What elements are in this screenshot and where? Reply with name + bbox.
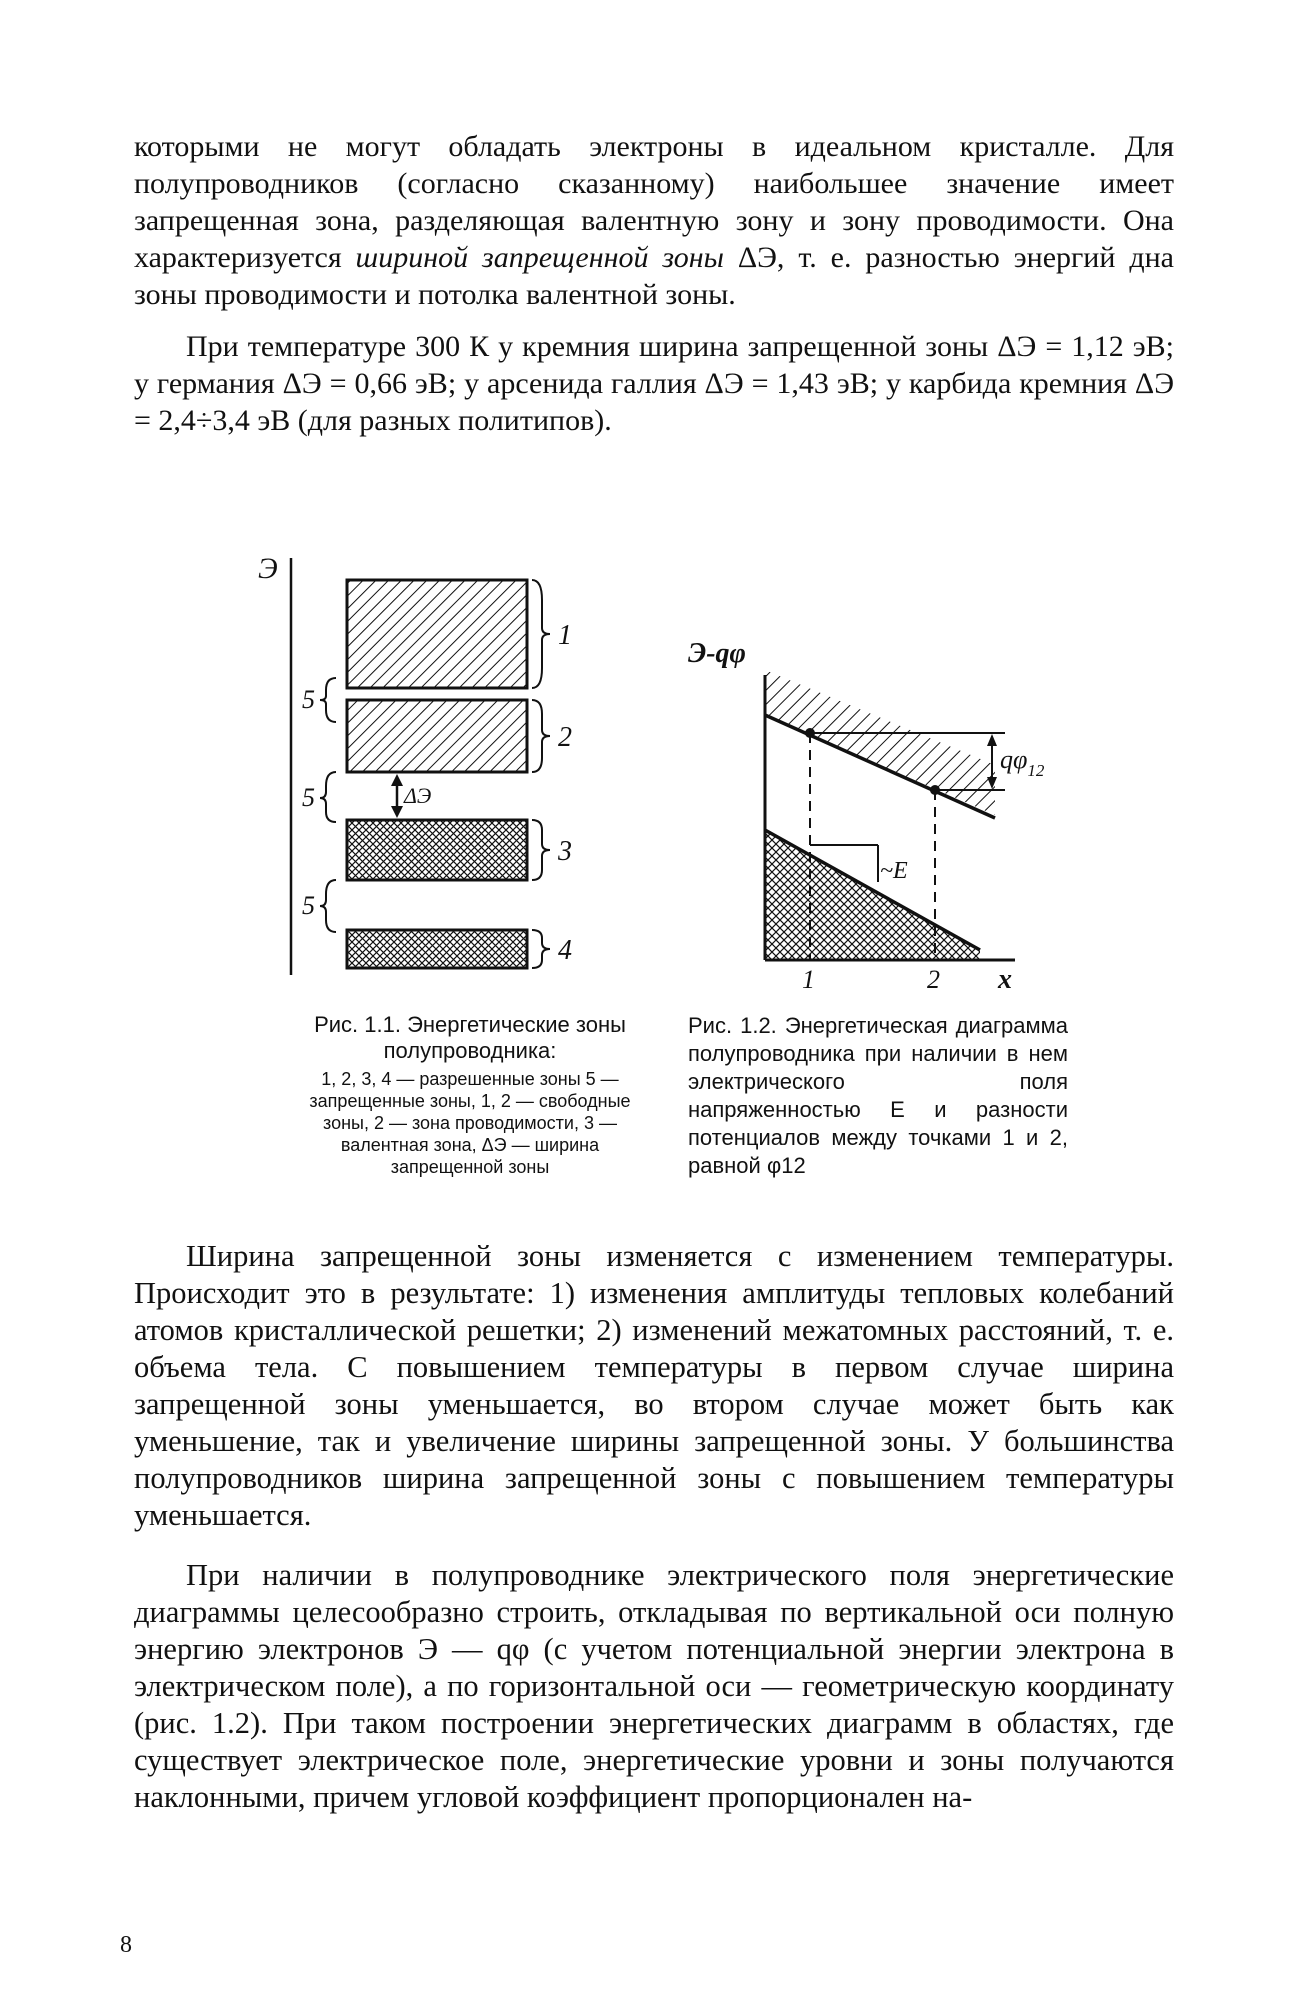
band-label-4: 4	[558, 935, 572, 966]
brace-band-2	[532, 700, 550, 772]
y-axis-label: Э-qφ	[688, 638, 746, 669]
figure-energy-bands	[240, 550, 640, 980]
caption-figure-1-2-text: Рис. 1.2. Энергетическая диаграмма полупроводника при наличии в нем электрического поля напряженностью E и разности потенциалов между точками 1 и 2, равной φ12	[688, 1013, 1068, 1178]
gap-label-2: 5	[302, 783, 315, 812]
paragraph-intro-emphasis: шириной запрещенной зоны	[355, 241, 724, 274]
page-number: 8	[120, 1932, 132, 1958]
point-label-2: 2	[927, 965, 940, 994]
brace-gap-1	[320, 678, 336, 722]
field-label: ~E	[880, 858, 908, 884]
brace-band-4	[532, 930, 550, 968]
delta-arrow-head-bottom	[391, 806, 403, 818]
delta-arrow-head-top	[391, 774, 403, 786]
conduction-band	[765, 670, 995, 815]
paragraph-temperature-dependence: Ширина запрещенной зоны изменяется с изменением температуры. Происходит это в результате: 1) изменения амплитуды тепловых колебаний атомов кристаллической решетки; 2) изменений межатомных расстояний, т. е. объема тела. С повышением температуры в первом случае ширина запрещенной зоны уменьшается, во втором случае может быть как уменьшение, так и увеличение ширины запрещенной зоны. У большинства полупроводников ширина запрещенной зоны с повышением температуры уменьшается.	[134, 1239, 1174, 1532]
caption-figure-1-1	[300, 1012, 640, 1178]
energy-axis-label: Э	[258, 552, 278, 585]
band-label-2: 2	[558, 722, 572, 753]
band-label-1: 1	[558, 620, 572, 651]
x-axis-label: x	[998, 964, 1012, 995]
paragraph-band-gap-values: При температуре 300 К у кремния ширина запрещенной зоны ΔЭ = 1,12 эВ; у германия ΔЭ = 0,66 эВ; у арсенида галлия ΔЭ = 1,43 эВ; у карбида кремния ΔЭ = 2,4÷3,4 эВ (для разных политипов).	[134, 330, 1174, 437]
brace-band-1	[532, 580, 550, 688]
gap-label-3: 5	[302, 891, 315, 920]
band-3	[347, 820, 527, 880]
brace-band-3	[532, 820, 550, 880]
caption-figure-1-1-title: Рис. 1.1. Энергетические зоны полупроводника:	[314, 1012, 626, 1063]
paragraph-electric-field: При наличии в полупроводнике электрического поля энергетические диаграммы целесообразно строить, откладывая по вертикальной оси полную энергию электронов Э — qφ (с учетом потенциальной энергии электрона в электрическом поле), а по горизонтальной оси — геометрическую координату (рис. 1.2). При таком построении энергетических диаграмм в областях, где существует электрическое поле, энергетические уровни и зоны получаются наклонными, причем угловой коэффициент пропорционален на-	[134, 1558, 1174, 1814]
figure-energy-diagram-field	[680, 620, 1080, 1000]
paragraph-intro	[134, 128, 1174, 313]
band-1	[347, 580, 527, 688]
brace-gap-2	[320, 772, 336, 822]
point-label-1: 1	[802, 965, 815, 994]
gap-label-1: 5	[302, 685, 315, 714]
potential-label: $q\varphi_{12}$	[1000, 745, 1045, 780]
paragraph-intro-text-a: которыми не могут обладать электроны в идеальном кристалле. Для полупроводников (согласно сказанному) наибольшее значение имеет запрещенная зона, разделяющая валентную зону и зону проводимости. Она характеризуется	[134, 130, 1174, 274]
band-4	[347, 930, 527, 968]
band-2	[347, 700, 527, 772]
brace-gap-3	[320, 880, 336, 932]
paragraph-intro-text-b: ΔЭ, т. е. разностью энергий дна зоны проводимости и потолка валентной зоны.	[134, 241, 1174, 311]
potential-arrow-head-top	[987, 734, 997, 746]
delta-label: ΔЭ	[404, 783, 432, 808]
band-label-3: 3	[558, 836, 572, 867]
caption-figure-1-1-body: 1, 2, 3, 4 — разрешенные зоны 5 — запрещенные зоны, 1, 2 — свободные зоны, 2 — зона проводимости, 3 — валентная зона, ΔЭ — ширина запрещенной зоны	[309, 1069, 631, 1177]
caption-figure-1-2	[688, 1012, 1068, 1180]
